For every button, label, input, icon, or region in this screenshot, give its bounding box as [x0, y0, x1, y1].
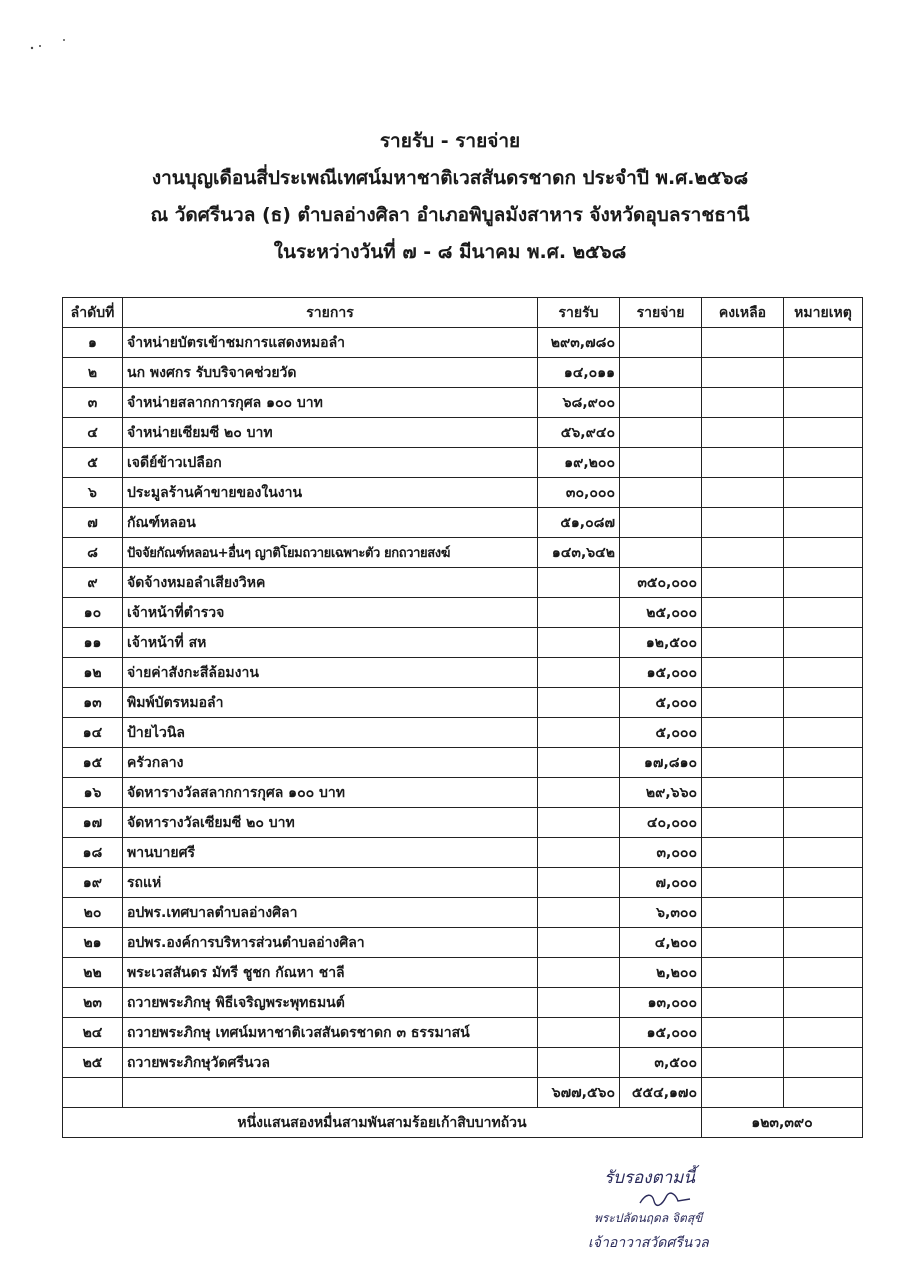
table-row: [63, 358, 863, 388]
row-item: จัดหารางวัลเซียมซี ๒๐ บาท: [123, 808, 538, 838]
row-remark: [784, 388, 863, 418]
row-remark: [784, 418, 863, 448]
col-header-item: รายการ: [123, 298, 538, 328]
row-no: ๑๖: [63, 778, 123, 808]
row-income: [538, 868, 620, 898]
row-item: เจ้าหน้าที่ สห: [123, 628, 538, 658]
row-item: จ่ายค่าสังกะสีล้อมงาน: [123, 658, 538, 688]
row-no: ๑: [63, 328, 123, 358]
total-expense: ๕๕๔,๑๗๐: [620, 1078, 702, 1108]
table-row: [63, 928, 863, 958]
row-item: จำหน่ายบัตรเข้าชมการแสดงหมอลำ: [123, 328, 538, 358]
balance-amount: ๑๒๓,๓๙๐: [702, 1108, 863, 1138]
row-item: รถแห่: [123, 868, 538, 898]
row-income: [538, 778, 620, 808]
row-expense: ๖,๓๐๐: [620, 898, 702, 928]
totals-no: [63, 1078, 123, 1108]
row-balance: [702, 1048, 784, 1078]
table-row: [63, 628, 863, 658]
row-remark: [784, 718, 863, 748]
ledger-table: [62, 297, 863, 1138]
row-balance: [702, 568, 784, 598]
table-row: [63, 658, 863, 688]
table-row: [63, 388, 863, 418]
row-income: ๑๙,๒๐๐: [538, 448, 620, 478]
row-item: อปพร.เทศบาลตำบลอ่างศิลา: [123, 898, 538, 928]
row-remark: [784, 748, 863, 778]
header-location: ณ วัดศรีนวล (ธ) ตำบลอ่างศิลา อำเภอพิบูลมังสาหาร จังหวัดอุบลราชธานี: [150, 204, 750, 226]
row-no: ๒๓: [63, 988, 123, 1018]
handwritten-signature: [638, 1191, 698, 1207]
signature-position: เจ้าอาวาสวัดศรีนวล: [588, 1235, 709, 1251]
table-row: [63, 1048, 863, 1078]
row-item: จำหน่ายสลากการกุศล ๑๐๐ บาท: [123, 388, 538, 418]
row-balance: [702, 538, 784, 568]
row-expense: ๓๕๐,๐๐๐: [620, 568, 702, 598]
row-income: ๖๘,๙๐๐: [538, 388, 620, 418]
row-income: ๓๐,๐๐๐: [538, 478, 620, 508]
row-expense: ๑๕,๐๐๐: [620, 1018, 702, 1048]
row-balance: [702, 928, 784, 958]
row-no: ๑๗: [63, 808, 123, 838]
row-expense: ๑๒,๕๐๐: [620, 628, 702, 658]
row-remark: [784, 538, 863, 568]
row-income: ๑๔,๐๑๑: [538, 358, 620, 388]
table-header-row: [63, 298, 863, 328]
row-remark: [784, 658, 863, 688]
row-remark: [784, 478, 863, 508]
row-item: นก พงศกร รับบริจาคช่วยวัด: [123, 358, 538, 388]
row-remark: [784, 328, 863, 358]
row-balance: [702, 868, 784, 898]
row-remark: [784, 628, 863, 658]
total-income: ๖๗๗,๕๖๐: [538, 1078, 620, 1108]
row-income: [538, 748, 620, 778]
row-remark: [784, 988, 863, 1018]
row-item: พานบายศรี: [123, 838, 538, 868]
signature-block: [588, 1164, 788, 1254]
row-no: ๒: [63, 358, 123, 388]
row-no: ๑๑: [63, 628, 123, 658]
row-item: เจ้าหน้าที่ตำรวจ: [123, 598, 538, 628]
row-balance: [702, 688, 784, 718]
col-header-balance: คงเหลือ: [702, 298, 784, 328]
col-header-expense: รายจ่าย: [620, 298, 702, 328]
signature-name: พระปลัดนฤดล จิตสุขี: [594, 1211, 703, 1225]
scan-specks: [28, 34, 78, 54]
document-header: [0, 130, 900, 278]
row-expense: [620, 508, 702, 538]
ledger-body: [63, 328, 863, 1138]
header-event: งานบุญเดือนสี่ประเพณีเทศน์มหาชาติเวสสันดรชาดก ประจำปี พ.ศ.๒๕๖๘: [151, 167, 749, 189]
row-remark: [784, 1018, 863, 1048]
table-row: [63, 808, 863, 838]
row-income: [538, 568, 620, 598]
row-income: ๕๑,๐๘๗: [538, 508, 620, 538]
col-header-no: ลำดับที่: [63, 298, 123, 328]
header-title: รายรับ - รายจ่าย: [379, 130, 521, 152]
row-remark: [784, 568, 863, 598]
row-expense: ๔๐,๐๐๐: [620, 808, 702, 838]
row-income: ๑๔๓,๖๔๒: [538, 538, 620, 568]
row-no: ๑๐: [63, 598, 123, 628]
row-income: [538, 718, 620, 748]
table-row: [63, 598, 863, 628]
row-no: ๑๙: [63, 868, 123, 898]
row-item: พิมพ์บัตรหมอลำ: [123, 688, 538, 718]
row-expense: ๒,๒๐๐: [620, 958, 702, 988]
row-balance: [702, 418, 784, 448]
row-item: จัดจ้างหมอลำเสียงวิหค: [123, 568, 538, 598]
row-expense: ๑๓,๐๐๐: [620, 988, 702, 1018]
table-row: [63, 748, 863, 778]
row-income: ๒๙๓,๗๘๐: [538, 328, 620, 358]
table-row: [63, 568, 863, 598]
row-item: จำหน่ายเซียมซี ๒๐ บาท: [123, 418, 538, 448]
row-income: ๕๖,๙๔๐: [538, 418, 620, 448]
row-expense: [620, 538, 702, 568]
totals-balance: [702, 1078, 784, 1108]
balance-words: หนึ่งแสนสองหมื่นสามพันสามร้อยเก้าสิบบาทถ้วน: [63, 1108, 702, 1138]
row-item: พระเวสสันดร มัทรี ชูชก กัณหา ชาลี: [123, 958, 538, 988]
row-no: ๖: [63, 478, 123, 508]
row-item: ครัวกลาง: [123, 748, 538, 778]
row-no: ๒๑: [63, 928, 123, 958]
row-income: [538, 898, 620, 928]
row-expense: ๓,๕๐๐: [620, 1048, 702, 1078]
row-remark: [784, 838, 863, 868]
row-expense: ๕,๐๐๐: [620, 718, 702, 748]
table-row: [63, 328, 863, 358]
row-remark: [784, 358, 863, 388]
row-no: ๘: [63, 538, 123, 568]
row-expense: ๓,๐๐๐: [620, 838, 702, 868]
row-no: ๑๓: [63, 688, 123, 718]
row-income: [538, 988, 620, 1018]
row-remark: [784, 808, 863, 838]
row-no: ๕: [63, 448, 123, 478]
row-expense: ๔,๒๐๐: [620, 928, 702, 958]
row-balance: [702, 718, 784, 748]
row-income: [538, 1018, 620, 1048]
row-expense: [620, 418, 702, 448]
row-item: จัดหารางวัลสลากการกุศล ๑๐๐ บาท: [123, 778, 538, 808]
row-no: ๑๘: [63, 838, 123, 868]
row-balance: [702, 898, 784, 928]
row-balance: [702, 448, 784, 478]
row-no: ๗: [63, 508, 123, 538]
row-no: ๑๔: [63, 718, 123, 748]
row-balance: [702, 958, 784, 988]
row-expense: [620, 448, 702, 478]
signature-certify: รับรองตามนี้: [604, 1168, 695, 1188]
row-item: อปพร.องค์การบริหารส่วนตำบลอ่างศิลา: [123, 928, 538, 958]
totals-remark: [784, 1078, 863, 1108]
row-income: [538, 808, 620, 838]
row-no: ๒๐: [63, 898, 123, 928]
row-expense: ๒๙,๖๖๐: [620, 778, 702, 808]
header-date: ในระหว่างวันที่ ๗ - ๘ มีนาคม พ.ศ. ๒๕๖๘: [273, 241, 627, 263]
row-no: ๓: [63, 388, 123, 418]
row-income: [538, 1048, 620, 1078]
table-row: [63, 448, 863, 478]
table-row: [63, 838, 863, 868]
row-balance: [702, 778, 784, 808]
row-income: [538, 598, 620, 628]
row-expense: ๒๕,๐๐๐: [620, 598, 702, 628]
row-remark: [784, 1048, 863, 1078]
totals-row: [63, 1078, 863, 1108]
row-income: [538, 628, 620, 658]
row-expense: ๗,๐๐๐: [620, 868, 702, 898]
row-balance: [702, 358, 784, 388]
row-balance: [702, 988, 784, 1018]
row-income: [538, 958, 620, 988]
row-item: กัณฑ์หลอน: [123, 508, 538, 538]
row-balance: [702, 808, 784, 838]
row-remark: [784, 958, 863, 988]
row-income: [538, 688, 620, 718]
table-row: [63, 868, 863, 898]
table-row: [63, 898, 863, 928]
row-balance: [702, 328, 784, 358]
row-income: [538, 928, 620, 958]
row-expense: [620, 358, 702, 388]
col-header-remark: หมายเหตุ: [784, 298, 863, 328]
row-expense: ๕,๐๐๐: [620, 688, 702, 718]
row-no: ๒๔: [63, 1018, 123, 1048]
row-balance: [702, 628, 784, 658]
row-no: ๒๕: [63, 1048, 123, 1078]
row-remark: [784, 688, 863, 718]
row-balance: [702, 598, 784, 628]
row-no: ๔: [63, 418, 123, 448]
row-item: เจดีย์ข้าวเปลือก: [123, 448, 538, 478]
table-row: [63, 478, 863, 508]
row-balance: [702, 658, 784, 688]
row-expense: [620, 388, 702, 418]
row-income: [538, 658, 620, 688]
row-balance: [702, 388, 784, 418]
row-no: ๒๒: [63, 958, 123, 988]
row-no: ๑๕: [63, 748, 123, 778]
table-row: [63, 688, 863, 718]
row-remark: [784, 928, 863, 958]
row-no: ๙: [63, 568, 123, 598]
row-balance: [702, 478, 784, 508]
table-row: [63, 718, 863, 748]
row-balance: [702, 748, 784, 778]
row-expense: [620, 478, 702, 508]
row-remark: [784, 868, 863, 898]
col-header-income: รายรับ: [538, 298, 620, 328]
table-row: [63, 508, 863, 538]
table-row: [63, 418, 863, 448]
table-row: [63, 988, 863, 1018]
row-expense: ๑๕,๐๐๐: [620, 658, 702, 688]
row-item: ป้ายไวนิล: [123, 718, 538, 748]
row-item: ถวายพระภิกษุวัดศรีนวล: [123, 1048, 538, 1078]
row-item: ประมูลร้านค้าขายของในงาน: [123, 478, 538, 508]
row-balance: [702, 508, 784, 538]
row-expense: ๑๗,๘๑๐: [620, 748, 702, 778]
totals-item: [123, 1078, 538, 1108]
row-income: [538, 838, 620, 868]
table-row: [63, 538, 863, 568]
balance-row: [63, 1108, 863, 1138]
row-no: ๑๒: [63, 658, 123, 688]
row-expense: [620, 328, 702, 358]
table-row: [63, 1018, 863, 1048]
table-row: [63, 958, 863, 988]
row-remark: [784, 778, 863, 808]
row-balance: [702, 838, 784, 868]
row-remark: [784, 898, 863, 928]
row-remark: [784, 448, 863, 478]
row-remark: [784, 508, 863, 538]
row-item: ถวายพระภิกษุ เทศน์มหาชาติเวสสันดรชาดก ๓ ธรรมาสน์: [123, 1018, 538, 1048]
row-remark: [784, 598, 863, 628]
row-item: ปัจจัยกัณฑ์หลอน+อื่นๆ ญาติโยมถวายเฉพาะตัว ยกถวายสงฆ์: [123, 538, 538, 568]
row-item: ถวายพระภิกษุ พิธีเจริญพระพุทธมนต์: [123, 988, 538, 1018]
table-row: [63, 778, 863, 808]
row-balance: [702, 1018, 784, 1048]
